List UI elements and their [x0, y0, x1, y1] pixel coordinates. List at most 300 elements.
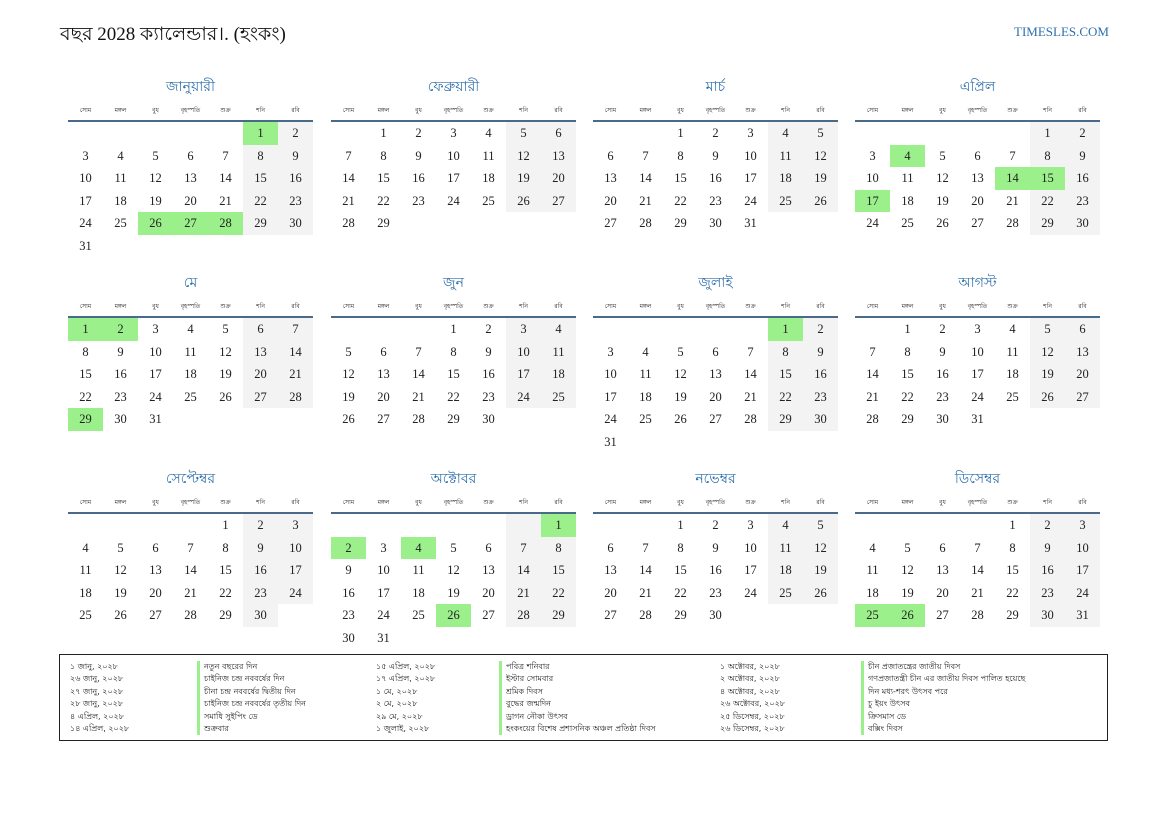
day-cell: 28	[639, 216, 652, 230]
week-row	[331, 386, 576, 409]
empty-cell	[663, 318, 698, 341]
weekday-label: সোম	[79, 106, 92, 114]
weekday-header	[68, 296, 313, 318]
site-link[interactable]: TIMESLES.COM	[1014, 24, 1109, 39]
day-cell: 22	[219, 585, 232, 600]
day-cell: 12	[1030, 341, 1065, 364]
holiday-name: চীন প্রজাতন্ত্রের জাতীয় দিবস	[868, 662, 961, 671]
week-row	[855, 537, 1100, 560]
month-name: অক্টোবর	[430, 471, 477, 487]
weekday-label: বৃহস্পতি	[180, 302, 201, 310]
holiday-date: ৪ অক্টোবর, ২০২৮	[720, 686, 780, 696]
day-cell: 23	[1065, 190, 1100, 213]
day-cell: 22	[447, 389, 460, 404]
day-cell: 24	[744, 585, 757, 600]
day-cell: 30	[278, 212, 313, 235]
day-cell: 18	[114, 193, 127, 208]
weekday-label: বুধ	[939, 302, 946, 310]
week-row	[68, 537, 313, 560]
day-cell: 3	[278, 514, 313, 537]
holiday-date: ২৮ জানু, ২০২৮	[70, 699, 124, 709]
empty-cell	[173, 235, 208, 258]
month-name: মার্চ	[705, 79, 726, 95]
weekday-label: শনি	[1043, 106, 1052, 114]
empty-cell	[698, 318, 733, 341]
week-row	[593, 212, 838, 235]
day-cell: 17	[447, 171, 460, 185]
day-cell: 15	[243, 167, 278, 190]
empty-cell	[401, 318, 436, 341]
empty-cell	[366, 514, 401, 537]
day-cell: 8	[768, 341, 803, 364]
day-cell: 6	[607, 540, 614, 555]
day-cell: 11	[482, 148, 495, 163]
day-cell: 14	[744, 367, 757, 381]
holiday-date: ১৭ এপ্রিল, ২০২৮	[376, 674, 436, 684]
day-cell: 19	[114, 585, 127, 600]
holiday-name: হংকংয়ের বিশেষ প্রশাসনিক অঞ্চল প্রতিষ্ঠা দিবস	[506, 723, 656, 733]
weekday-label: সোম	[342, 302, 355, 310]
weekday-header	[593, 492, 838, 514]
day-cell: 6	[712, 344, 719, 359]
day-cell: 5	[117, 540, 124, 555]
day-cell: 25	[855, 604, 890, 627]
weekday-label: বৃহস্পতি	[443, 106, 464, 114]
day-cell: 15	[768, 363, 803, 386]
day-cell: 29	[68, 408, 103, 431]
day-cell: 17	[604, 389, 617, 404]
day-cell: 24	[971, 389, 984, 404]
day-cell: 10	[506, 341, 541, 364]
day-cell: 28	[1006, 216, 1019, 230]
week-row	[855, 167, 1100, 190]
day-cell: 2	[278, 122, 313, 145]
day-cell: 26	[674, 412, 687, 426]
day-cell: 11	[768, 537, 803, 560]
day-cell: 17	[855, 190, 890, 213]
day-cell: 6	[243, 318, 278, 341]
weekday-label: সোম	[342, 498, 355, 506]
day-cell: 15	[674, 563, 687, 577]
day-cell: 2	[803, 318, 838, 341]
day-cell: 9	[1065, 145, 1100, 168]
month-calendar	[68, 467, 313, 627]
empty-cell	[698, 431, 733, 454]
week-row	[855, 318, 1100, 341]
week-row	[68, 318, 313, 341]
day-cell: 31	[744, 216, 757, 230]
day-cell: 17	[377, 585, 390, 600]
day-cell: 14	[639, 171, 652, 185]
weekday-label: সোম	[604, 498, 617, 506]
day-cell: 7	[1009, 148, 1016, 163]
empty-cell	[506, 627, 541, 650]
day-cell: 5	[803, 122, 838, 145]
day-cell: 12	[342, 367, 355, 381]
day-cell: 6	[939, 540, 946, 555]
holiday-name: চীনা চন্দ্র নববর্ষের দ্বিতীয় দিন	[204, 686, 296, 696]
holiday-date: ২৬ জানু, ২০২৮	[70, 674, 124, 684]
day-cell: 10	[744, 540, 757, 555]
day-cell: 24	[866, 216, 879, 230]
day-cell: 13	[604, 563, 617, 577]
day-cell: 18	[1006, 367, 1019, 381]
day-cell: 1	[1009, 518, 1016, 532]
holiday-name: শ্রমিক দিবস	[506, 686, 543, 696]
day-cell: 25	[639, 412, 652, 426]
holiday-name: ড্রাগন নৌকা উৎসব	[506, 711, 568, 721]
day-cell: 15	[674, 171, 687, 185]
weekday-label: মঙ্গল	[114, 498, 127, 506]
day-cell: 2	[485, 322, 492, 336]
day-cell: 17	[506, 363, 541, 386]
empty-cell	[331, 318, 366, 341]
day-cell: 2	[103, 318, 138, 341]
day-cell: 12	[936, 171, 949, 185]
day-cell: 26	[436, 604, 471, 627]
day-cell: 27	[604, 216, 617, 230]
day-cell: 1	[677, 518, 684, 532]
day-cell: 4	[82, 540, 89, 555]
day-cell: 26	[506, 190, 541, 213]
holiday-name: গণপ্রজাতন্ত্রী চীন এর জাতীয় দিবস পালিত হয়েছে	[868, 674, 1026, 684]
day-cell: 10	[278, 537, 313, 560]
empty-cell	[733, 318, 768, 341]
weekday-label: বৃহস্পতি	[443, 498, 464, 506]
weekday-label: সোম	[79, 302, 92, 310]
day-cell: 16	[803, 363, 838, 386]
holiday-date: ১ জুলাই, ২০২৮	[376, 723, 430, 733]
day-cell: 1	[904, 322, 911, 336]
empty-cell	[1065, 408, 1100, 431]
day-cell: 17	[1065, 559, 1100, 582]
day-cell: 30	[709, 608, 722, 622]
day-cell: 9	[1030, 537, 1065, 560]
week-row	[855, 212, 1100, 235]
weekday-label: শনি	[519, 498, 528, 506]
empty-cell	[803, 431, 838, 454]
day-cell: 1	[541, 514, 576, 537]
week-row	[331, 559, 576, 582]
weekday-label: সোম	[604, 106, 617, 114]
empty-cell	[103, 514, 138, 537]
day-cell: 31	[604, 434, 617, 449]
empty-cell	[401, 514, 436, 537]
day-cell: 29	[243, 212, 278, 235]
day-cell: 1	[68, 318, 103, 341]
day-cell: 11	[79, 563, 92, 577]
day-cell: 27	[482, 608, 495, 622]
day-cell: 1	[768, 318, 803, 341]
month-calendar	[331, 467, 576, 649]
weekday-label: শুক্র	[220, 106, 231, 114]
day-cell: 23	[342, 608, 355, 622]
day-cell: 13	[971, 171, 984, 185]
weekday-label: মঙ্গল	[901, 498, 914, 506]
week-row	[331, 341, 576, 364]
weekday-label: মঙ্গল	[377, 498, 390, 506]
day-cell: 8	[677, 148, 684, 163]
week-row	[331, 627, 576, 650]
empty-cell	[768, 604, 803, 627]
empty-cell	[436, 514, 471, 537]
day-cell: 22	[541, 582, 576, 605]
weekday-label: শুক্র	[1007, 106, 1018, 114]
weekday-label: সোম	[866, 106, 879, 114]
empty-cell	[401, 627, 436, 650]
weekday-header	[331, 296, 576, 318]
month-name: জুলাই	[698, 275, 733, 291]
holiday-name: সমাধি সুইপিং ডে	[204, 711, 258, 721]
day-cell: 16	[342, 585, 355, 600]
day-cell: 18	[79, 585, 92, 600]
weekday-label: বৃহস্পতি	[705, 106, 726, 114]
day-cell: 26	[138, 212, 173, 235]
empty-cell	[855, 318, 890, 341]
empty-cell	[541, 627, 576, 650]
day-cell: 4	[642, 344, 649, 359]
empty-cell	[733, 604, 768, 627]
weekday-label: শনি	[781, 106, 790, 114]
day-cell: 11	[412, 563, 425, 577]
day-cell: 12	[901, 563, 914, 577]
day-cell: 8	[1030, 145, 1065, 168]
empty-cell	[173, 122, 208, 145]
month-calendar	[331, 271, 576, 431]
empty-cell	[208, 235, 243, 258]
day-cell: 15	[1006, 563, 1019, 577]
day-cell: 10	[604, 367, 617, 381]
day-cell: 26	[114, 608, 127, 622]
week-row	[331, 537, 576, 560]
week-row	[855, 363, 1100, 386]
day-cell: 21	[971, 585, 984, 600]
weekday-label: শনি	[781, 302, 790, 310]
holiday-name: বক্সিং দিবস	[868, 723, 903, 733]
day-cell: 10	[149, 344, 162, 359]
day-cell: 24	[506, 386, 541, 409]
day-cell: 6	[380, 344, 387, 359]
empty-cell	[68, 122, 103, 145]
day-cell: 3	[152, 322, 159, 336]
empty-cell	[243, 408, 278, 431]
day-cell: 26	[890, 604, 925, 627]
day-cell: 19	[149, 193, 162, 208]
day-cell: 28	[744, 412, 757, 426]
holiday-name: পবিত্র শনিবার	[506, 662, 550, 671]
holiday-date: ২৬ ডিসেম্বর, ২০২৮	[720, 723, 785, 733]
empty-cell	[103, 235, 138, 258]
weekday-label: সোম	[866, 302, 879, 310]
weekday-label: মঙ্গল	[639, 106, 652, 114]
day-cell: 5	[677, 344, 684, 359]
day-cell: 27	[971, 216, 984, 230]
day-cell: 11	[1006, 344, 1019, 359]
weekday-label: বুধ	[152, 498, 159, 506]
day-cell: 1	[380, 126, 387, 140]
empty-cell	[890, 514, 925, 537]
weekday-label: শুক্র	[483, 302, 494, 310]
weekday-label: বৃহস্পতি	[180, 498, 201, 506]
week-row	[331, 145, 576, 168]
empty-cell	[506, 212, 541, 235]
empty-cell	[628, 318, 663, 341]
day-cell: 30	[936, 412, 949, 426]
day-cell: 31	[377, 630, 390, 645]
day-cell: 23	[709, 193, 722, 208]
day-cell: 16	[114, 367, 127, 381]
holiday-name: চু ইয়ং উৎসব	[868, 699, 910, 709]
day-cell: 23	[114, 389, 127, 404]
day-cell: 24	[149, 389, 162, 404]
day-cell: 21	[278, 363, 313, 386]
day-cell: 21	[184, 585, 197, 600]
weekday-label: মঙ্গল	[114, 106, 127, 114]
holiday-name: বুদ্ধের জন্মদিন	[506, 699, 551, 709]
day-cell: 30	[709, 216, 722, 230]
day-cell: 21	[639, 193, 652, 208]
day-cell: 12	[803, 537, 838, 560]
empty-cell	[471, 212, 506, 235]
day-cell: 29	[1006, 608, 1019, 622]
week-row	[593, 167, 838, 190]
day-cell: 18	[639, 389, 652, 404]
day-cell: 17	[79, 193, 92, 208]
day-cell: 20	[243, 363, 278, 386]
day-cell: 28	[971, 608, 984, 622]
weekday-label: বৃহস্পতি	[180, 106, 201, 114]
month-name: মে	[183, 275, 198, 291]
day-cell: 25	[541, 386, 576, 409]
day-cell: 26	[803, 190, 838, 213]
day-cell: 30	[482, 412, 495, 426]
day-cell: 1	[222, 518, 229, 532]
day-cell: 20	[184, 193, 197, 208]
day-cell: 11	[901, 171, 914, 185]
day-cell: 10	[79, 171, 92, 185]
day-cell: 7	[642, 540, 649, 555]
day-cell: 4	[768, 122, 803, 145]
day-cell: 4	[890, 145, 925, 168]
day-cell: 15	[377, 171, 390, 185]
day-cell: 3	[974, 322, 981, 336]
day-cell: 29	[1030, 212, 1065, 235]
day-cell: 25	[79, 608, 92, 622]
day-cell: 18	[541, 363, 576, 386]
day-cell: 25	[482, 193, 495, 208]
day-cell: 19	[342, 389, 355, 404]
day-cell: 22	[79, 389, 92, 404]
day-cell: 11	[114, 171, 127, 185]
weekday-label: সোম	[79, 498, 92, 506]
weekday-label: বুধ	[677, 106, 684, 114]
day-cell: 3	[82, 148, 89, 163]
day-cell: 14	[278, 341, 313, 364]
month-name: ফেব্রুয়ারী	[427, 79, 480, 95]
empty-cell	[243, 235, 278, 258]
empty-cell	[506, 408, 541, 431]
weekday-label: রবি	[816, 106, 825, 114]
day-cell: 27	[377, 412, 390, 426]
week-row	[331, 604, 576, 627]
holiday-date: ২৬ অক্টোবর, ২০২৮	[720, 699, 785, 709]
weekday-label: মঙ্গল	[639, 498, 652, 506]
day-cell: 27	[173, 212, 208, 235]
empty-cell	[331, 122, 366, 145]
holiday-date: ২৯ মে, ২০২৮	[376, 711, 423, 721]
empty-cell	[138, 122, 173, 145]
week-row	[855, 514, 1100, 537]
empty-cell	[366, 318, 401, 341]
day-cell: 29	[377, 216, 390, 230]
day-cell: 7	[974, 540, 981, 555]
day-cell: 28	[278, 386, 313, 409]
day-cell: 23	[243, 582, 278, 605]
day-cell: 20	[604, 193, 617, 208]
day-cell: 19	[803, 559, 838, 582]
day-cell: 12	[114, 563, 127, 577]
empty-cell	[138, 235, 173, 258]
week-row	[68, 514, 313, 537]
weekday-label: রবি	[554, 106, 563, 114]
month-calendar	[593, 271, 838, 453]
holiday-name: নতুন বছরের দিন	[204, 662, 258, 671]
day-cell: 25	[901, 216, 914, 230]
day-cell: 15	[541, 559, 576, 582]
day-cell: 27	[709, 412, 722, 426]
day-cell: 11	[866, 563, 879, 577]
week-row	[68, 604, 313, 627]
weekday-label: বুধ	[415, 498, 422, 506]
weekday-header	[855, 492, 1100, 514]
week-row	[593, 145, 838, 168]
day-cell: 28	[412, 412, 425, 426]
day-cell: 28	[184, 608, 197, 622]
holiday-name: চাইনিজ চন্দ্র নববর্ষের দিন	[204, 674, 285, 684]
day-cell: 7	[345, 148, 352, 163]
month-calendar	[593, 467, 838, 627]
day-cell: 26	[219, 389, 232, 404]
day-cell: 30	[243, 604, 278, 627]
week-row	[68, 145, 313, 168]
week-row	[68, 167, 313, 190]
week-row	[331, 122, 576, 145]
day-cell: 20	[709, 389, 722, 404]
day-cell: 16	[243, 559, 278, 582]
day-cell: 21	[1006, 193, 1019, 208]
day-cell: 16	[278, 167, 313, 190]
day-cell: 29	[674, 608, 687, 622]
week-row	[68, 386, 313, 409]
day-cell: 13	[482, 563, 495, 577]
week-row	[593, 318, 838, 341]
weekday-label: বৃহস্পতি	[705, 302, 726, 310]
week-row	[593, 363, 838, 386]
empty-cell	[803, 604, 838, 627]
month-calendar	[68, 75, 313, 257]
day-cell: 25	[768, 582, 803, 605]
weekday-label: সোম	[604, 302, 617, 310]
week-row	[855, 122, 1100, 145]
empty-cell	[278, 604, 313, 627]
day-cell: 6	[485, 540, 492, 555]
day-cell: 26	[342, 412, 355, 426]
day-cell: 6	[187, 148, 194, 163]
day-cell: 29	[447, 412, 460, 426]
day-cell: 17	[744, 171, 757, 185]
day-cell: 13	[936, 563, 949, 577]
weekday-label: শনি	[1043, 302, 1052, 310]
